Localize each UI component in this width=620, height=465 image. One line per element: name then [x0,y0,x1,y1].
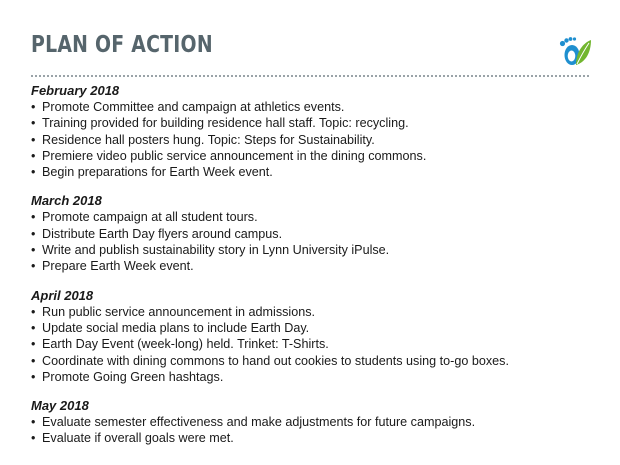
list-item-text: Promote Committee and campaign at athletics events. [42,100,345,114]
bullet-icon: • [31,100,36,114]
list-item-text: Evaluate if overall goals were met. [42,431,234,446]
bullet-icon: • [31,415,36,430]
bullet-icon: • [31,337,36,352]
bullet-list [31,304,601,385]
list-item [31,226,601,242]
list-item [31,353,601,369]
footprint-leaf-logo-icon [556,34,592,68]
list-item [31,209,601,225]
bullet-icon: • [31,226,36,241]
list-item-text: Write and publish sustainability story in Lynn University iPulse. [42,243,390,258]
bullet-icon: • [31,210,36,225]
section-heading: April 2018 [31,287,94,303]
bullet-icon: • [31,243,36,258]
bullet-icon: • [31,431,36,446]
bullet-icon: • [31,116,36,131]
list-item-text: Premiere video public service announcement in the dining commons. [42,148,427,163]
bullet-icon: • [31,165,36,180]
list-item-text: Promote campaign at all student tours. [42,210,258,225]
list-item [31,369,601,385]
section-heading: May 2018 [31,398,89,414]
bullet-list [31,414,601,447]
list-item-text: Training provided for building residence hall staff. Topic: recycling. [42,116,409,131]
list-item-text: Prepare Earth Week event. [42,259,194,274]
bullet-icon: • [31,132,36,147]
title-divider [31,75,589,77]
section-1 [31,192,601,274]
bullet-icon: • [31,369,36,384]
list-item [31,242,601,258]
list-item-text: Promote Going Green hashtags. [42,369,224,384]
list-item [31,336,601,352]
bullet-icon: • [31,148,36,163]
list-item [31,320,601,336]
list-item [31,430,601,446]
list-item [31,99,601,115]
plan-content [31,82,601,459]
list-item-text: Coordinate with dining commons to hand out cookies to students using to-go boxes. [42,353,509,368]
list-item-text: Run public service announcement in admissions. [42,304,316,319]
section-3 [31,397,601,447]
page-title: PLAN OF ACTION [31,32,213,58]
list-item [31,414,601,430]
bullet-icon: • [31,259,36,274]
section-0 [31,82,601,180]
list-item [31,164,601,180]
bullet-icon: • [31,304,36,319]
list-item [31,132,601,148]
section-2 [31,287,601,385]
list-item [31,304,601,320]
list-item-text: Distribute Earth Day flyers around campus. [42,226,283,241]
list-item-text: Residence hall posters hung. Topic: Steps for Sustainability. [42,132,375,147]
list-item-text: Update social media plans to include Earth Day. [42,320,310,335]
bullet-icon: • [31,353,36,368]
list-item [31,115,601,131]
list-item [31,258,601,274]
list-item-text: Begin preparations for Earth Week event. [42,165,273,180]
list-item-text: Earth Day Event (week-long) held. Trinket: T-Shirts. [42,337,329,352]
bullet-icon: • [31,320,36,335]
section-heading: February 2018 [31,83,120,98]
bullet-list [31,209,601,274]
section-heading: March 2018 [31,193,102,209]
list-item [31,148,601,164]
list-item-text: Evaluate semester effectiveness and make adjustments for future campaigns. [42,415,476,430]
bullet-list [31,99,601,180]
